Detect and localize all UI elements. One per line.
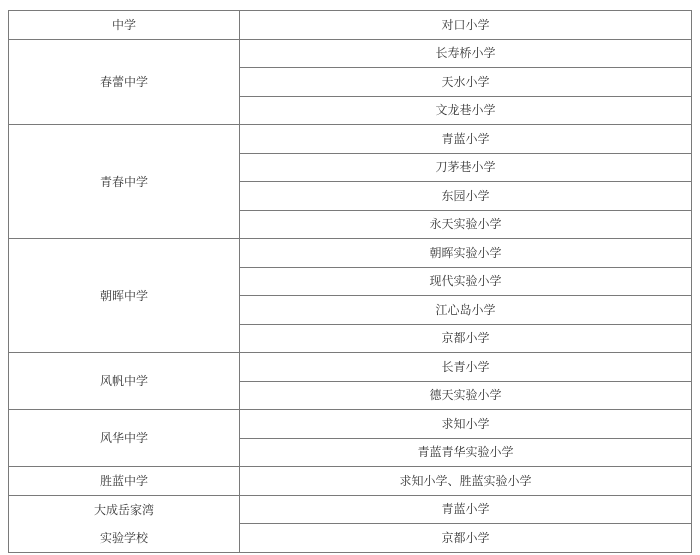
table-row [9,467,692,496]
primary-school-cell: 德天实验小学 [240,381,692,410]
primary-school-cell: 江心岛小学 [240,296,692,325]
primary-school-cell: 东园小学 [240,182,692,211]
school-mapping-table [8,10,692,553]
primary-school-cell: 京都小学 [240,524,692,553]
primary-school-cell: 求知小学、胜蓝实验小学 [240,467,692,496]
middle-school-cell: 实验学校 [9,524,240,553]
table-body [9,39,692,552]
middle-school-cell: 大成岳家湾 [9,495,240,524]
middle-school-cell: 朝晖中学 [9,239,240,353]
primary-school-cell: 长寿桥小学 [240,39,692,68]
table-row [9,495,692,524]
primary-school-cell: 文龙巷小学 [240,96,692,125]
primary-school-cell: 现代实验小学 [240,267,692,296]
middle-school-cell: 青春中学 [9,125,240,239]
middle-school-cell: 胜蓝中学 [9,467,240,496]
middle-school-cell: 春蕾中学 [9,39,240,125]
middle-school-cell: 风华中学 [9,410,240,467]
table-row [9,239,692,268]
primary-school-cell: 长青小学 [240,353,692,382]
table-row [9,410,692,439]
primary-school-cell: 永天实验小学 [240,210,692,239]
table-row [9,353,692,382]
header-primary-school: 对口小学 [240,11,692,40]
table-row [9,524,692,553]
primary-school-cell: 青蓝青华实验小学 [240,438,692,467]
primary-school-cell: 京都小学 [240,324,692,353]
middle-school-cell: 风帆中学 [9,353,240,410]
header-row [9,11,692,40]
table-row [9,39,692,68]
table-row [9,125,692,154]
primary-school-cell: 天水小学 [240,68,692,97]
primary-school-cell: 青蓝小学 [240,125,692,154]
primary-school-cell: 刀茅巷小学 [240,153,692,182]
header-middle-school: 中学 [9,11,240,40]
primary-school-cell: 求知小学 [240,410,692,439]
primary-school-cell: 朝晖实验小学 [240,239,692,268]
primary-school-cell: 青蓝小学 [240,495,692,524]
